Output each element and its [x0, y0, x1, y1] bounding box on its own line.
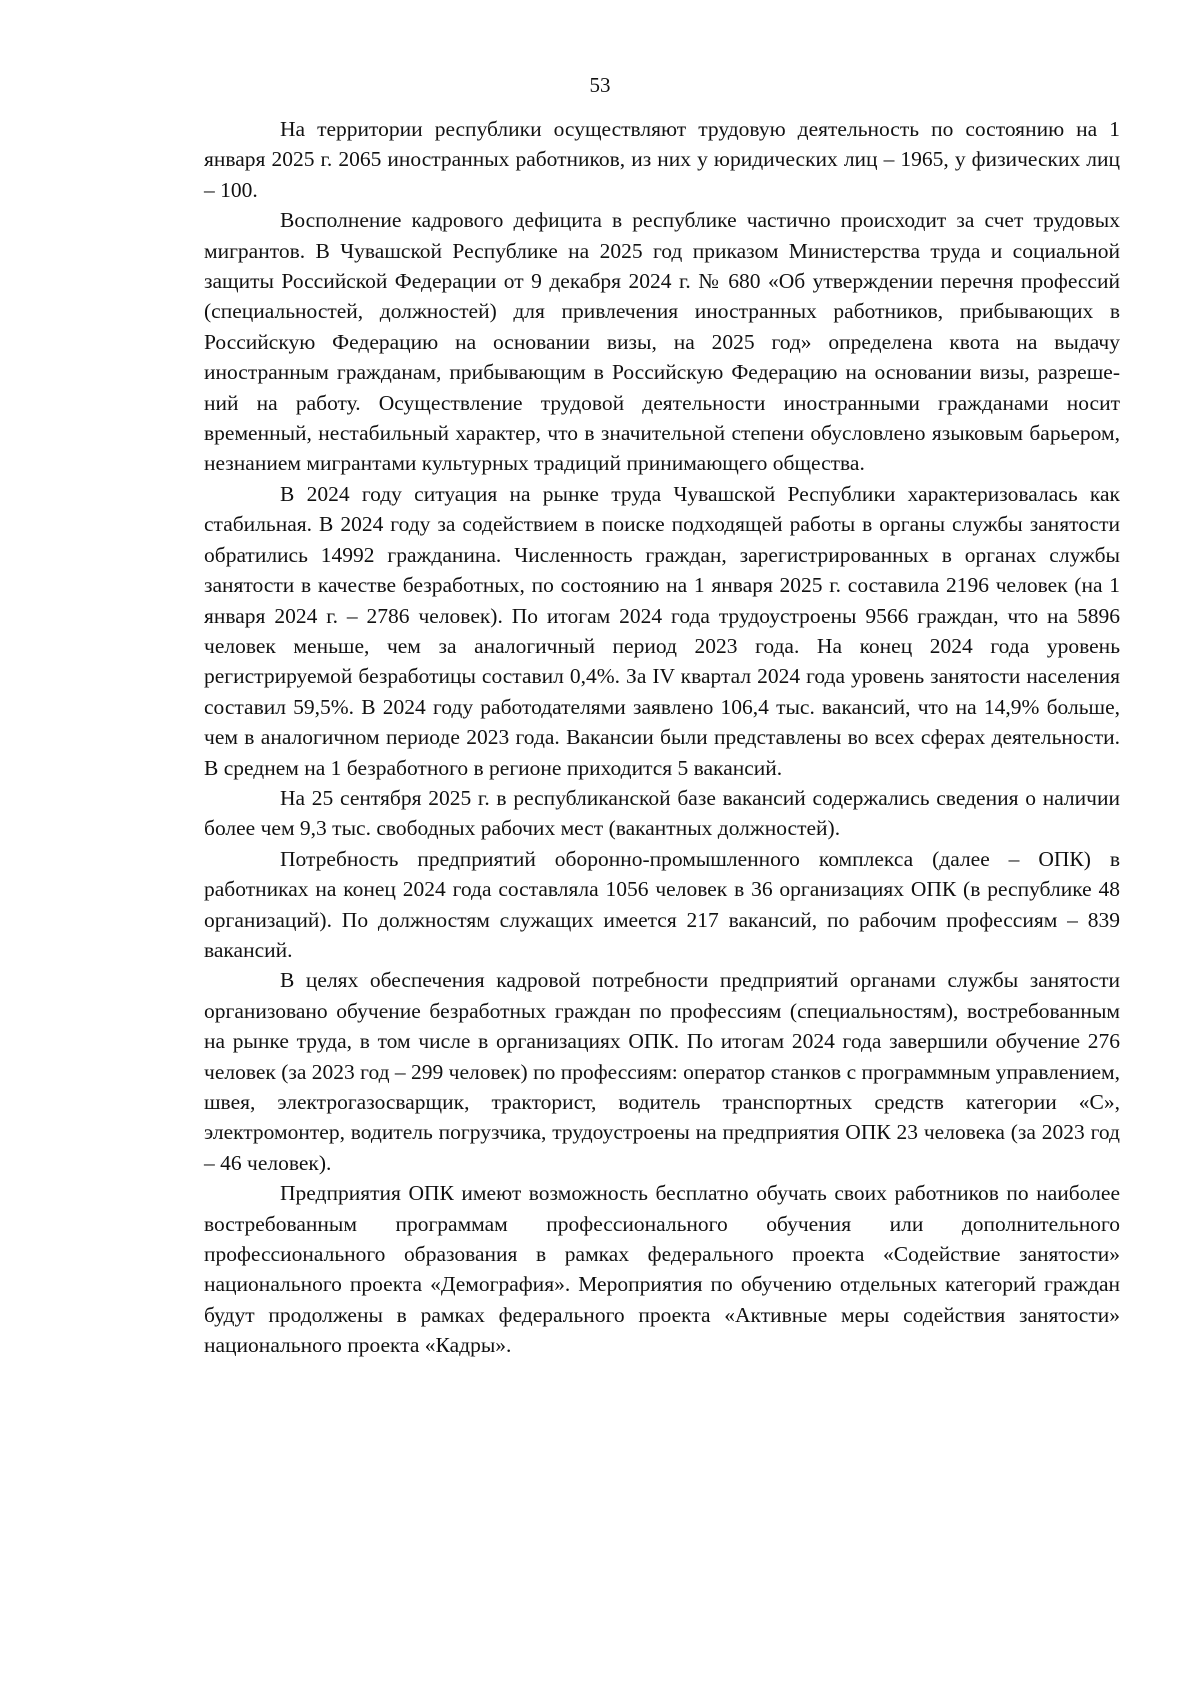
page-number: 53: [589, 73, 611, 97]
paragraph-vacancy-database: На 25 сентября 2025 г. в республиканской базе вакансий содержались сведения о наличии более чем 9,3 тыс. свободных рабочих мест (вакантных должностей).: [204, 785, 1120, 841]
paragraph-labor-migrants: Восполнение кадрового дефицита в республике частично происходит за счет трудовых мигрантов. В Чувашской Республике на 2025 год приказом Министерства труда и социальной защиты Российской Федерации от 9 декабря 2024 г. № 680 «Об утверждении перечня профессий (специальностей, должностей) для привлечения иностранных работников, прибывающих в Российскую Федерацию на основании визы, на 2025 год» определена квота на выдачу иностранным гражданам, прибывающим в Российскую Федерацию на основании визы, разрешений на работу. Осуществление трудовой деятельности иностранными гражданами носит временный, нестабильный характер, что в значительной степени обусловлено языковым барьером, незнанием мигрантами культурных традиций принимающего общества.: [204, 208, 1120, 476]
paragraph-training: В целях обеспечения кадровой потребности предприятий органами службы занятости организовано обучение безработных граждан по профессиям (специальностям), востребованным на рынке труда, в том числе в организациях ОПК. По итогам 2024 года завершили обучение 276 человек (за 2023 год – 299 человек) по профессиям: оператор станков с программным управлением, швея, электрогазосварщик, тракторист, водитель транспортных средств категории «С», электромонтер, водитель погрузчика, трудоустроены на предприятия ОПК 23 человека (за 2023 год – 46 человек).: [204, 968, 1120, 1175]
paragraph-labor-market-2024: В 2024 году ситуация на рынке труда Чувашской Республики характеризовалась как стабильная. В 2024 году за содействием в поиске подходящей работы в органы службы занятости обратились 14992 гражданина. Численность граждан, зарегистрированных в органах службы занятости в качестве безработных, по состоянию на 1 января 2025 г. составила 2196 человек (на 1 января 2024 г. – 2786 человек). По итогам 2024 года трудоустроены 9566 граждан, что на 5896 человек меньше, чем за аналогичный период 2023 года. На конец 2024 года уровень регистрируемой безработицы составил 0,4%. За IV квартал 2024 года уровень занятости населения составил 59,5%. В 2024 году работодателями заявлено 106,4 тыс. вакансий, что на 14,9% больше, чем в аналогичном периоде 2023 года. Вакансии были представлены во всех сферах деятельности. В среднем на 1 безработного в регионе приходится 5 вакансий.: [204, 481, 1120, 780]
paragraph-opk-programs: Предприятия ОПК имеют возможность бесплатно обучать своих работников по наиболее востребованным программам профессионального обучения или дополнительного профессионального образования в рамках федерального проекта «Содействие занятости» национального проекта «Демография». Мероприятия по обучению отдельных категорий граждан будут продолжены в рамках федерального проекта «Активные меры содействия занятости» национального проекта «Кадры».: [204, 1181, 1120, 1358]
paragraph-foreign-workers: На территории республики осуществляют трудовую деятельность по состоянию на 1 января 2025 г. 2065 иностранных работников, из них у юридических лиц – 1965, у физических лиц – 100.: [204, 117, 1120, 202]
paragraph-opk-demand: Потребность предприятий оборонно-промышленного комплекса (далее – ОПК) в работниках на конец 2024 года составляла 1056 человек в 36 организациях ОПК (в республике 48 организаций). По должностям служащих имеется 217 вакансий, по рабочим профессиям – 839 вакансий.: [204, 846, 1120, 962]
body-text: [204, 114, 1120, 1361]
